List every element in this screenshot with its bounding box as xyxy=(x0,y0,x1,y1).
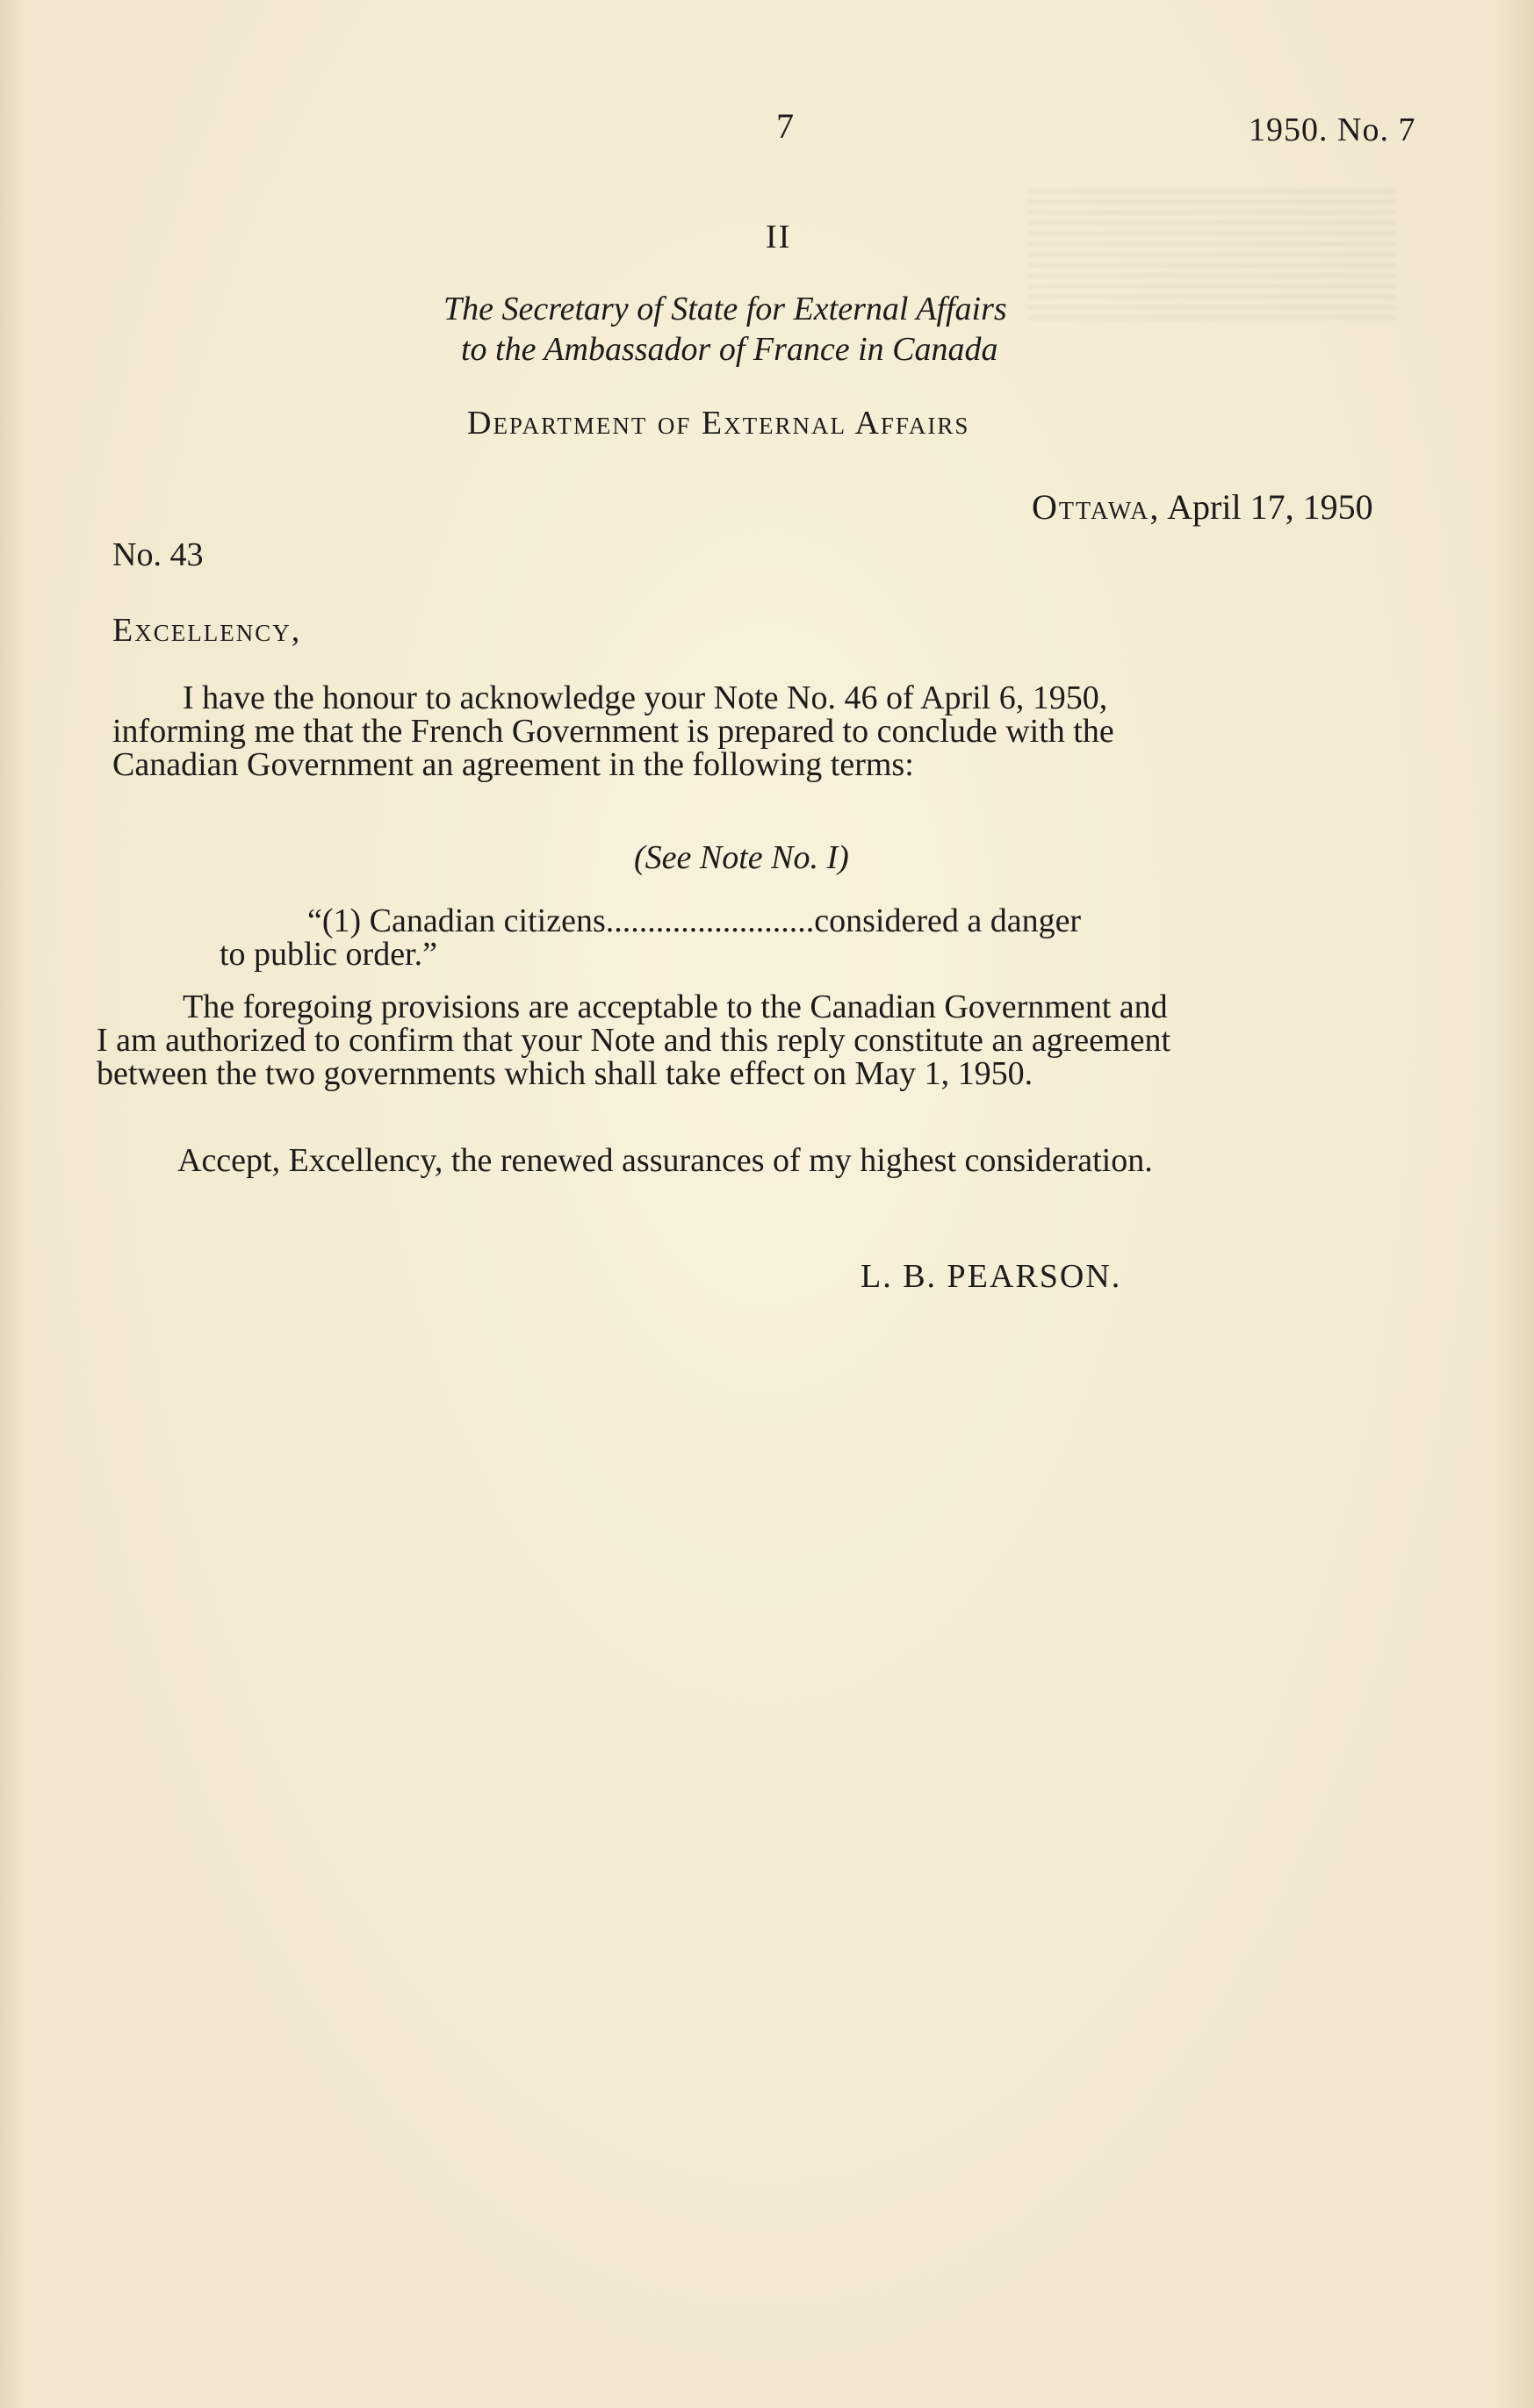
salutation: Excellency, xyxy=(112,612,302,649)
quoted-block xyxy=(220,904,1081,971)
signature: L. B. PEARSON. xyxy=(861,1258,1122,1295)
quoted-line-2: to public order.” xyxy=(220,936,437,973)
paragraph-2 xyxy=(97,990,1449,1090)
address-line-1: The Secretary of State for External Affairs xyxy=(443,291,1007,327)
paragraph-1-line-3: Canadian Government an agreement in the following terms: xyxy=(112,746,914,783)
paragraph-1 xyxy=(112,681,1447,781)
department-heading: Department of External Affairs xyxy=(467,405,970,442)
series-number: 1950. No. 7 xyxy=(1249,111,1416,148)
dateline xyxy=(1032,486,1373,528)
paragraph-1-line-2: informing me that the French Government is prepared to conclude with the xyxy=(112,713,1114,750)
paragraph-2-line-2: I am authorized to confirm that your Note and this reply constitute an agreement xyxy=(97,1022,1170,1059)
closing-line: Accept, Excellency, the renewed assurances of my highest consideration. xyxy=(177,1142,1153,1179)
dateline-date: April 17, 1950 xyxy=(1167,487,1373,527)
see-note-reference: (See Note No. I) xyxy=(634,839,849,876)
paragraph-1-line-1: I have the honour to acknowledge your Note No. 46 of April 6, 1950, xyxy=(183,679,1108,716)
page-number: 7 xyxy=(776,106,794,146)
paragraph-2-line-3: between the two governments which shall take effect on May 1, 1950. xyxy=(97,1055,1033,1092)
note-number: No. 43 xyxy=(112,536,204,573)
address-line-2: to the Ambassador of France in Canada xyxy=(461,331,998,368)
quoted-line-1: “(1) Canadian citizens.........................considered a danger xyxy=(307,902,1082,939)
dateline-place: Ottawa, xyxy=(1032,487,1161,527)
faded-stamp-mark xyxy=(1027,189,1396,320)
section-number: II xyxy=(766,219,792,255)
paragraph-2-line-1: The foregoing provisions are acceptable to the Canadian Government and xyxy=(183,988,1168,1025)
